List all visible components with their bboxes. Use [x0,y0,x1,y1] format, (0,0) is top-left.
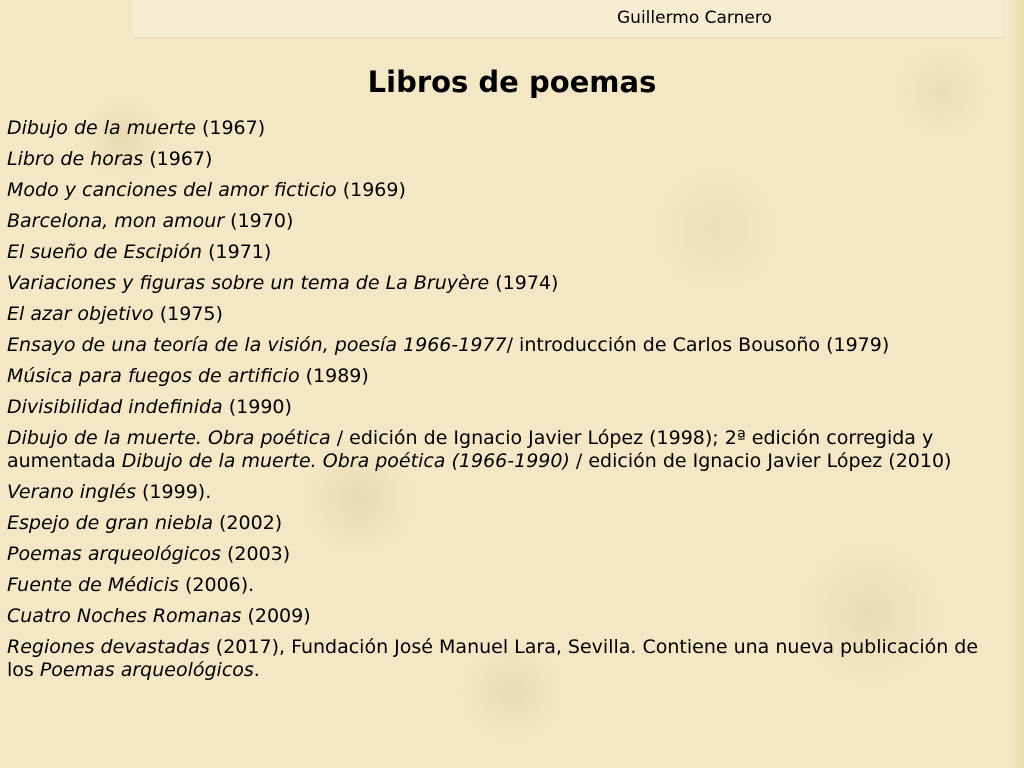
book-details: / introducción de Carlos Bousoño (1979) [506,334,890,356]
author-name: Guillermo Carnero [617,8,772,28]
book-details: (2006). [178,574,255,596]
book-details: (1967) [195,117,266,139]
list-item [7,272,1007,295]
book-details: (1999). [135,481,212,503]
list-item [7,481,1007,504]
book-title: El sueño de Escipión [7,241,203,263]
book-title: Espejo de gran niebla [7,512,213,534]
page-title: Libros de poemas [367,65,657,100]
book-details: (1967) [143,148,213,170]
list-item [7,179,1007,202]
book-details: (1974) [489,272,559,294]
book-details: (2002) [212,512,283,534]
book-title: Ensayo de una teoría de la visión, poesía 1966-1977 [7,334,507,356]
book-title: Divisibilidad indefinida [7,396,223,418]
book-title: Dibujo de la muerte. Obra poética [7,427,331,449]
book-title: Poemas arqueológicos [7,543,221,565]
list-item [7,117,1007,140]
book-title: Libro de horas [7,148,144,170]
book-details-ending: . [253,659,260,681]
book-details: (2017), Fundación José Manuel Lara, Sevilla. Contiene una nueva publicación de los [7,636,979,681]
book-details-second-edition: / edición de Ignacio Javier López (2010) [569,450,952,472]
list-item [7,365,1007,388]
book-details: / edición de Ignacio Javier López (1998); 2ª edición corregida y aumentada [7,427,934,472]
book-title: Variaciones y figuras sobre un tema de La Bruyère [7,272,490,294]
book-title: Cuatro Noches Romanas [7,605,242,627]
book-title: Modo y canciones del amor ficticio [7,179,337,201]
book-title-second-edition: Dibujo de la muerte. Obra poética (1966-1990) [121,450,570,472]
list-item [7,605,1007,628]
list-item [7,574,1007,597]
book-title-referenced: Poemas arqueológicos [39,659,254,681]
list-item [7,241,1007,264]
book-details: (2003) [220,543,291,565]
book-title: Verano inglés [7,481,136,503]
list-item [7,636,1007,682]
list-item [7,210,1007,233]
book-details: (1989) [299,365,369,387]
list-item [7,148,1007,171]
list-item [7,427,1007,473]
book-details: (2009) [241,605,311,627]
list-item [7,303,1007,326]
book-details: (1990) [222,396,292,418]
book-title: Música para fuegos de artificio [7,365,300,387]
book-title: Dibujo de la muerte [7,117,196,139]
book-title: El azar objetivo [7,303,154,325]
header-band [133,0,1003,38]
book-details: (1970) [224,210,294,232]
slide-right-edge [1006,0,1024,768]
book-list [7,117,1007,690]
list-item [7,334,1007,357]
book-details: (1971) [202,241,272,263]
book-details: (1969) [336,179,406,201]
list-item [7,512,1007,535]
list-item [7,396,1007,419]
book-details: (1975) [153,303,223,325]
book-title: Fuente de Médicis [7,574,179,596]
book-title: Barcelona, mon amour [7,210,225,232]
book-title: Regiones devastadas [7,636,210,658]
list-item [7,543,1007,566]
